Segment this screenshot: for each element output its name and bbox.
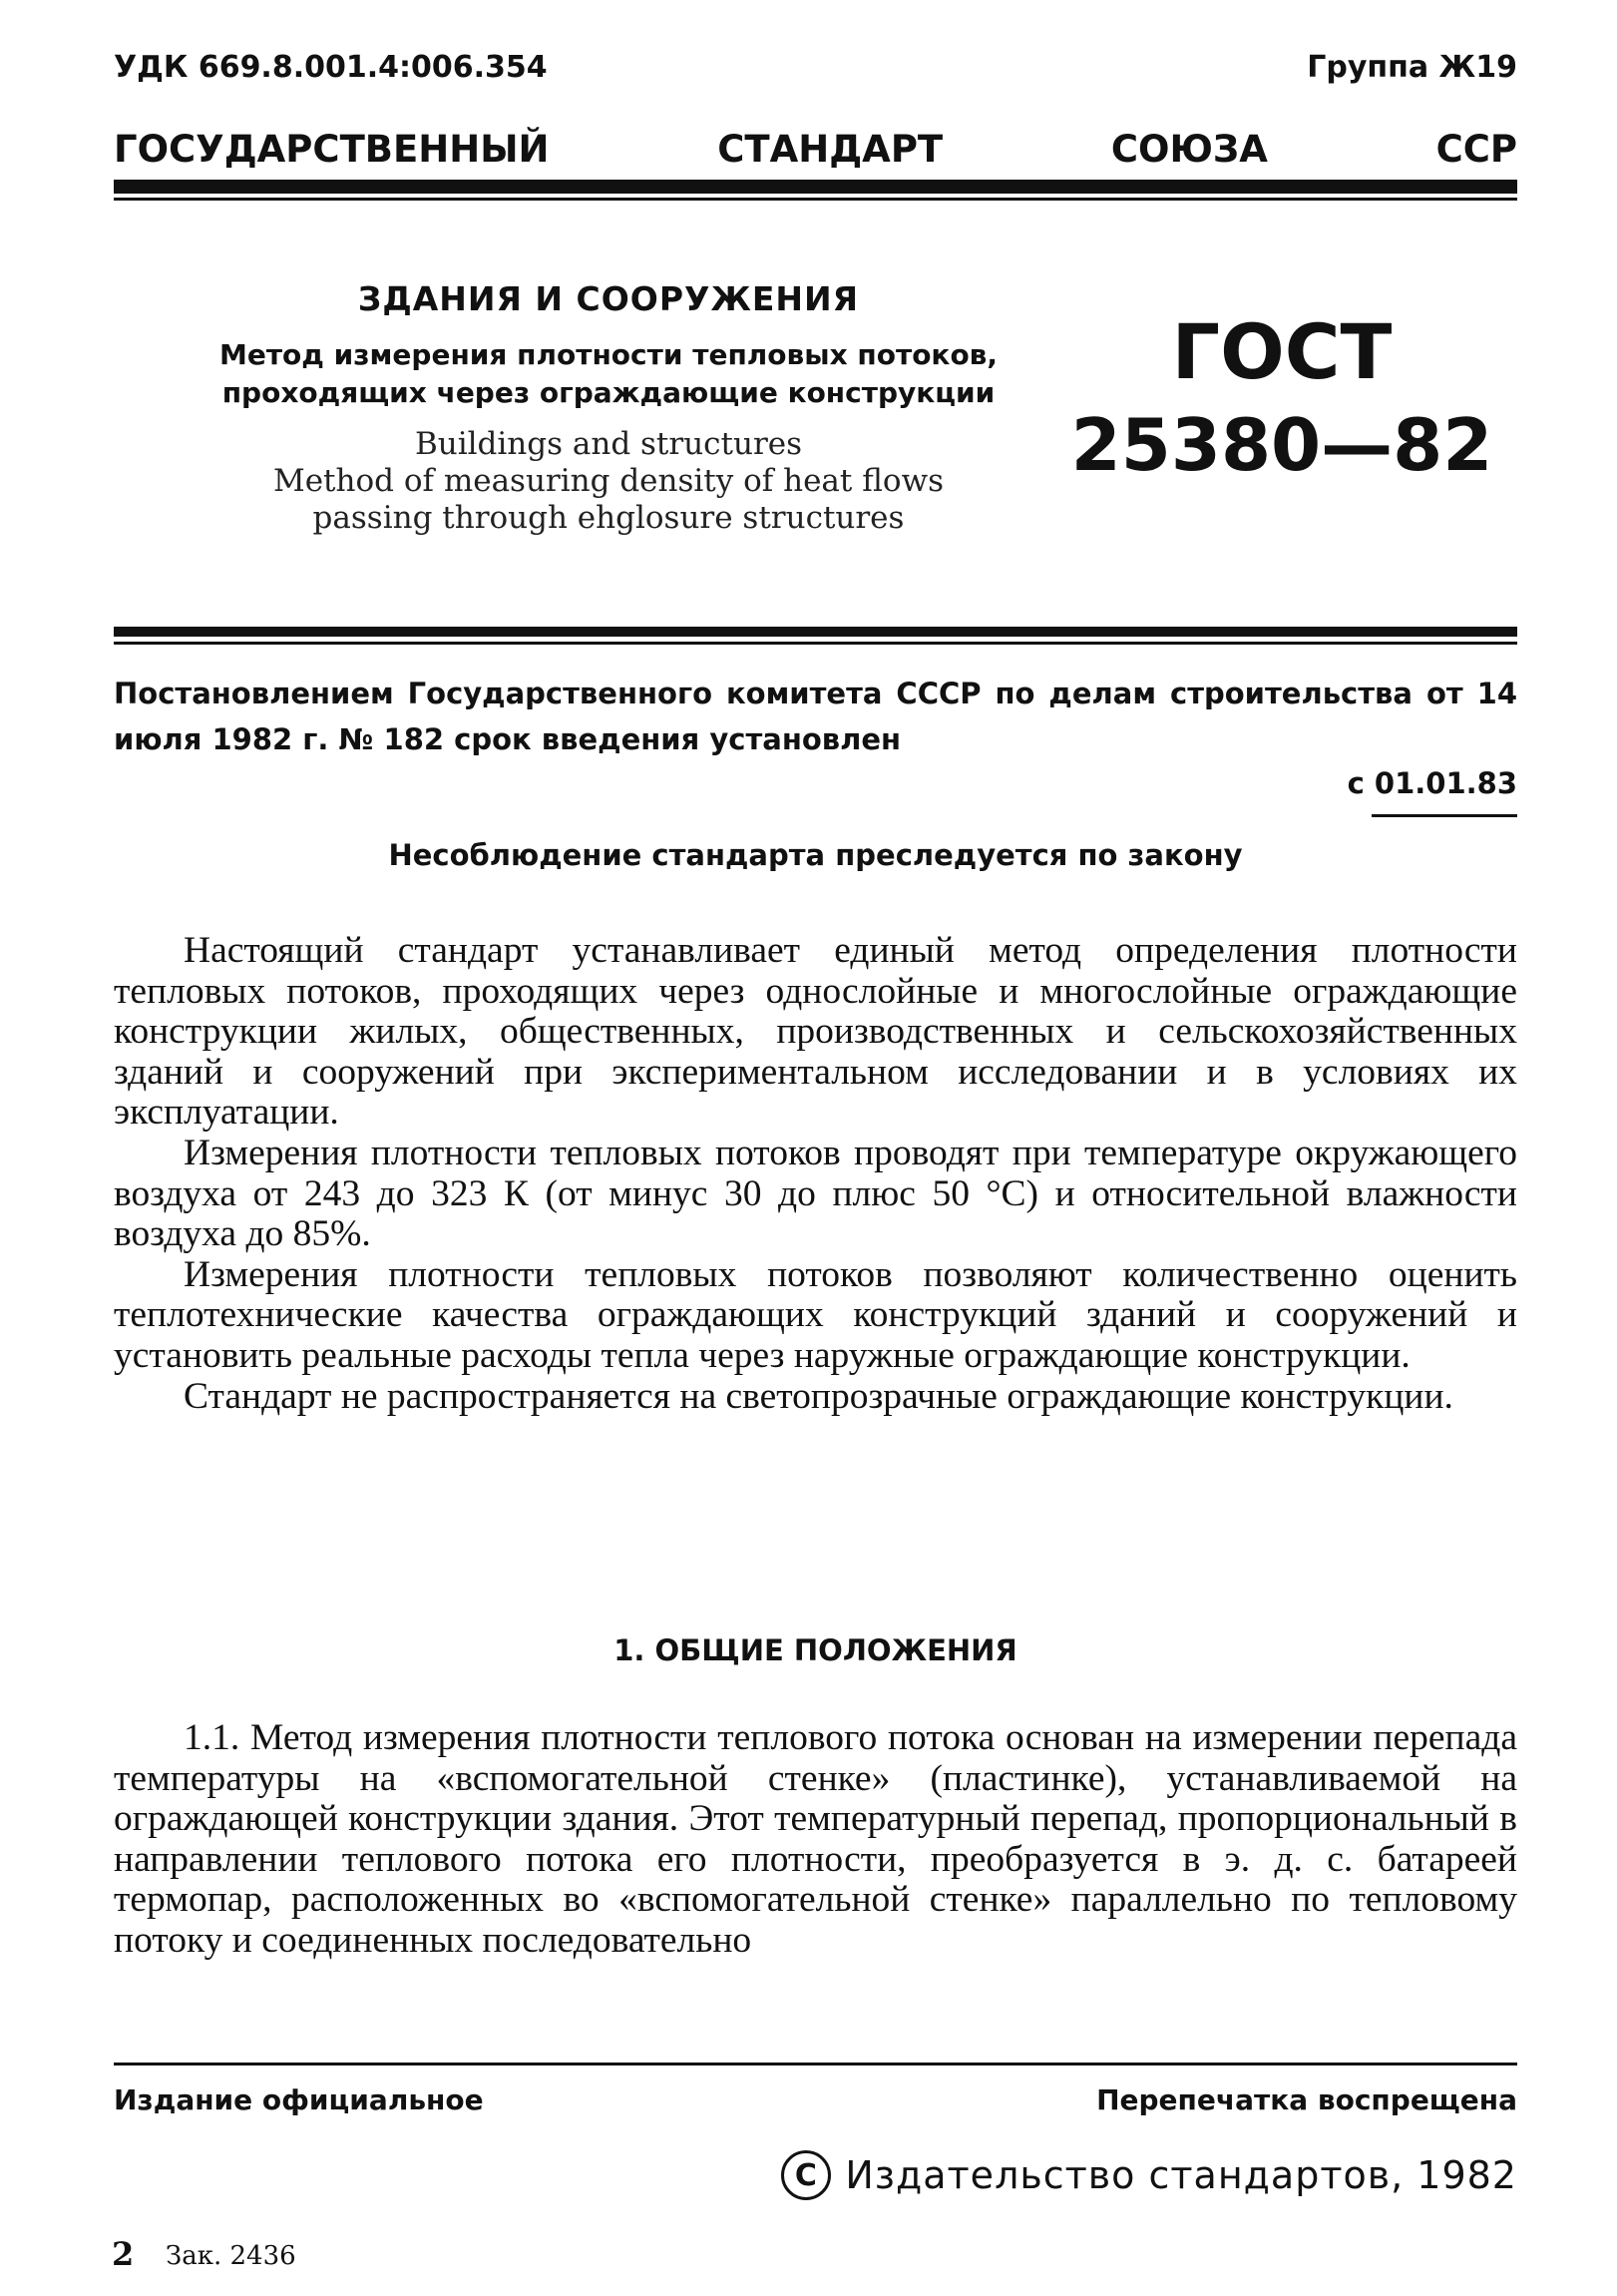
- legal-warning: Несоблюдение стандарта преследуется по закону: [388, 838, 1243, 872]
- english-title-line3: passing through ehglosure structures: [312, 500, 905, 536]
- order-number: Зак. 2436: [166, 2241, 296, 2271]
- classification-group: Группа Ж19: [1307, 50, 1517, 85]
- intro-paragraph: Стандарт не распространяется на светопрозрачные ограждающие конструкции.: [184, 1375, 1453, 1417]
- official-edition-label: Издание официальное: [114, 2083, 484, 2116]
- document-subtitle-line1: Метод измерения плотности тепловых потоков,: [218, 338, 999, 371]
- decree-text: Постановлением Государственного комитета СССР по делам строительства от 14 июля 1982 г. № 182 срок введения установлен: [114, 677, 1517, 756]
- gost-number: 25380—82: [1070, 403, 1493, 487]
- udk-code: УДК 669.8.001.4:006.354: [114, 50, 548, 85]
- intro-paragraph: Измерения плотности тепловых потоков проводят при температуре окружающего воздуха от 243 до 323 К (от минус 30 до плюс 50 °С) и относительной влажности воздуха до 85%.: [114, 1132, 1517, 1255]
- english-title-block: [180, 426, 1037, 537]
- document-title: ЗДАНИЯ И СООРУЖЕНИЯ: [357, 279, 860, 318]
- title-rule-thick: [114, 627, 1517, 637]
- effective-date-underline: [1372, 814, 1517, 817]
- section-paragraph: 1.1. Метод измерения плотности теплового потока основан на измерении перепада температуры на «вспомогательной стенке» (пластинке), устанавливаемой на ограждающей конструкции здания. Этот температурный перепад, пропорциональный в направлении теплового потока его плотности, преобразуется в э. д. с. батареей термопар, расположенных во «вспомогательной стенке» параллельно по тепловому потоку и соединенных последовательно: [114, 1717, 1517, 1961]
- intro-section: [114, 931, 1517, 1417]
- state-standard-heading: [114, 128, 1517, 171]
- intro-paragraph: Настоящий стандарт устанавливает единый метод определения плотности тепловых потоков, проходящих через однослойные и многослойные ограждающие конструкции жилых, общественных, производственных и сельскохозяйственных зданий и сооружений при экспериментальном исследовании и в условиях их эксплуатации.: [114, 930, 1517, 1134]
- state-standard-word: СТАНДАРТ: [717, 128, 944, 171]
- publisher-line: [781, 2150, 1517, 2200]
- state-standard-word: СОЮЗА: [1110, 128, 1268, 171]
- document-subtitle-line2: проходящих через ограждающие конструкции: [221, 376, 996, 409]
- reprint-prohibited-label: Перепечатка воспрещена: [1096, 2083, 1517, 2116]
- publisher-name: Издательство стандартов, 1982: [845, 2153, 1517, 2197]
- title-block: [180, 279, 1037, 537]
- section-body: [114, 1718, 1517, 1962]
- gost-label: ГОСТ: [1171, 307, 1393, 396]
- page-number: 2: [112, 2235, 135, 2273]
- state-standard-word: ССР: [1435, 128, 1517, 171]
- header-rule-thick: [114, 180, 1517, 194]
- english-title-line1: Buildings and structures: [414, 426, 803, 462]
- gost-designation: [1057, 309, 1506, 495]
- effective-date: с 01.01.83: [1347, 766, 1517, 800]
- header-rule-thin: [114, 198, 1517, 201]
- title-rule-thin: [114, 642, 1517, 645]
- copyright-icon: C: [781, 2150, 831, 2200]
- intro-paragraph: Измерения плотности тепловых потоков позволяют количественно оценить теплотехнические качества ограждающих конструкций зданий и сооружений и установить реальные расходы тепла через наружные ограждающие конструкции.: [114, 1253, 1517, 1376]
- section-heading: 1. ОБЩИЕ ПОЛОЖЕНИЯ: [613, 1633, 1017, 1667]
- english-title-line2: Method of measuring density of heat flows: [272, 463, 945, 499]
- footer-rule: [114, 2063, 1517, 2066]
- state-standard-word: ГОСУДАРСТВЕННЫЙ: [114, 128, 550, 171]
